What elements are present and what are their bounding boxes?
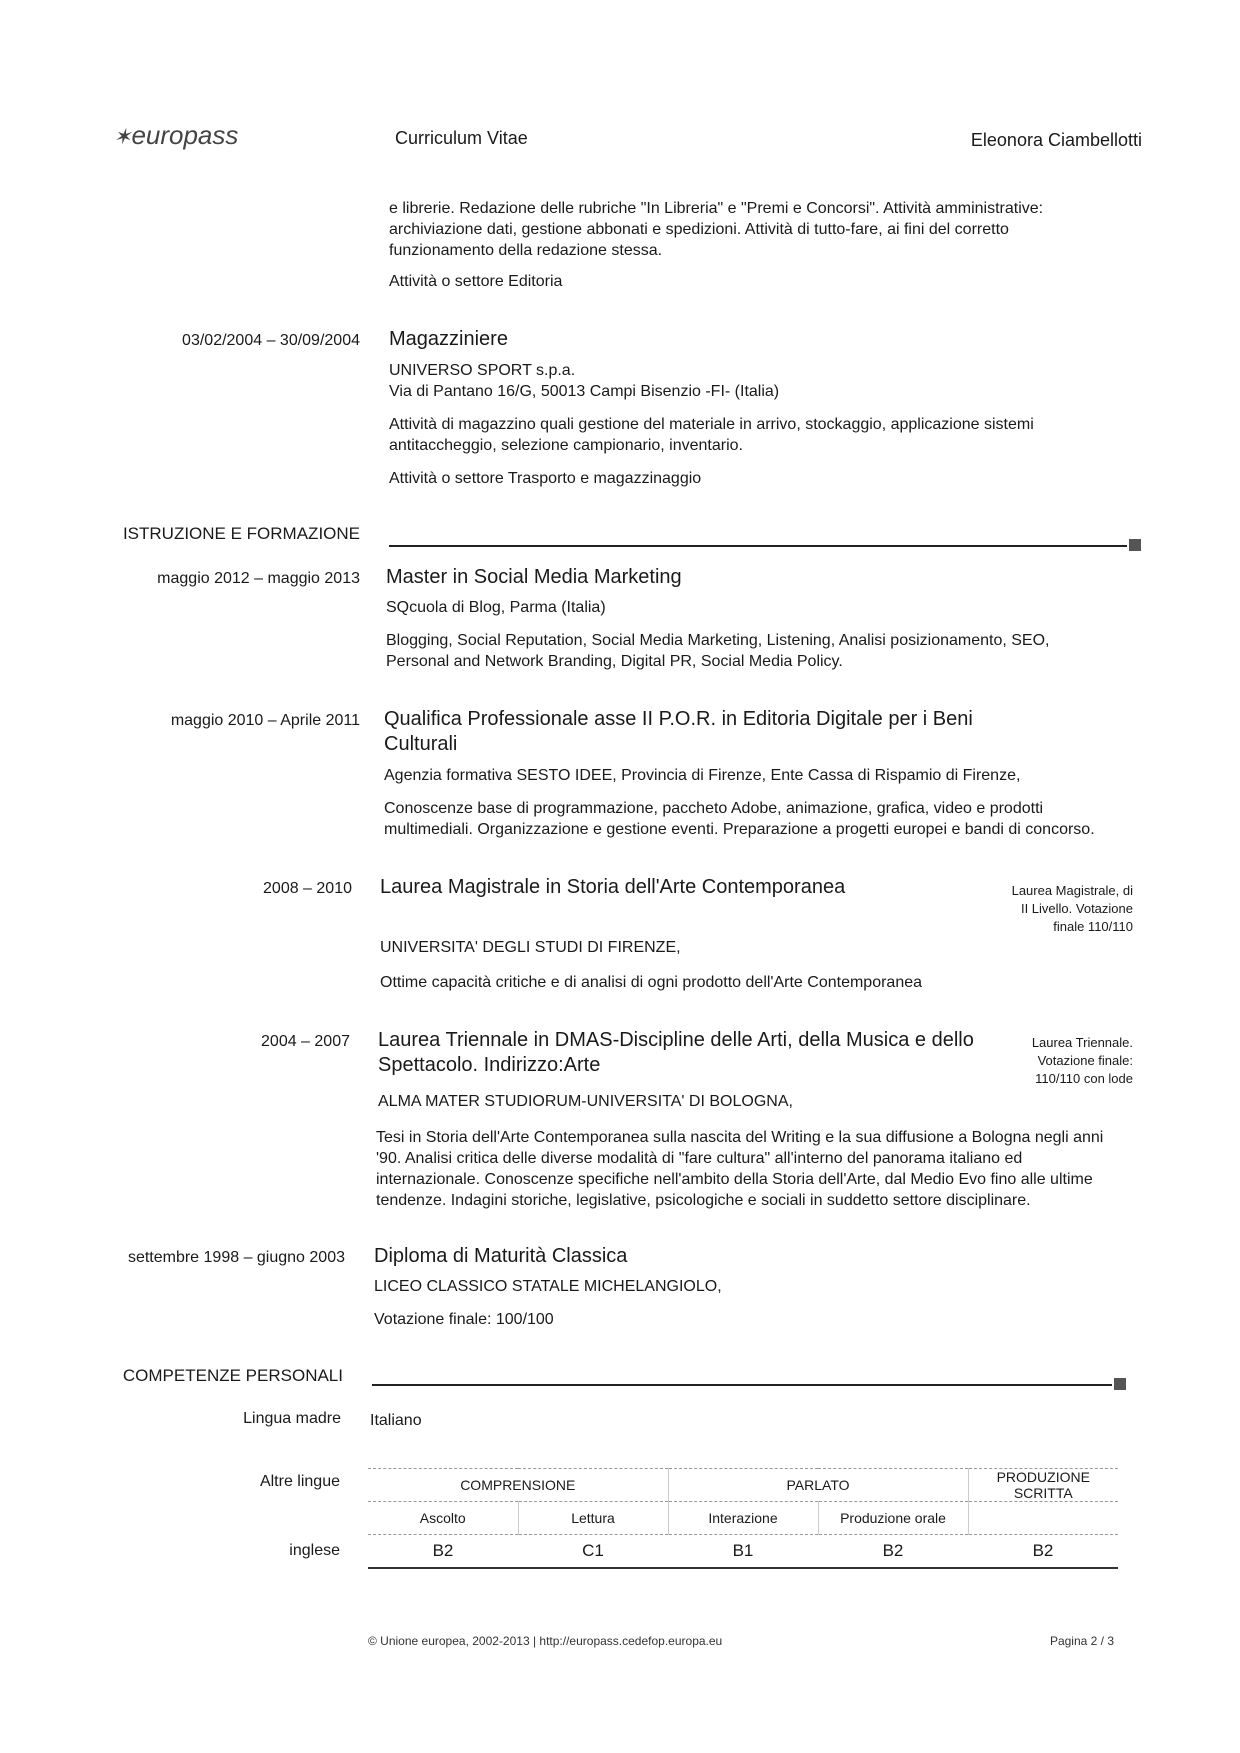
level-production: B2	[818, 1535, 968, 1569]
work-description: Attività di magazzino quali gestione del materiale in arrivo, stockaggio, applicazione sistemi antitaccheggio, selezione campionario, inventario.	[389, 416, 1034, 454]
education-dates: 2008 – 2010	[263, 880, 352, 897]
level-reading: C1	[518, 1535, 668, 1569]
education-description: Blogging, Social Reputation, Social Media Marketing, Listening, Analisi posizionamento, SEO, Personal and Network Branding, Digital PR, Social Media Policy.	[386, 632, 1050, 670]
education-dates: maggio 2012 – maggio 2013	[157, 570, 360, 587]
sub-header: Ascolto	[368, 1502, 518, 1535]
work-title: Magazziniere	[389, 328, 508, 350]
other-languages-label: Altre lingue	[259, 1473, 340, 1490]
level-interaction: B1	[668, 1535, 818, 1569]
section-divider	[372, 1384, 1112, 1386]
work-employer: UNIVERSO SPORT s.p.a.	[389, 362, 576, 379]
person-name: Eleonora Ciambellotti	[970, 130, 1142, 150]
education-note: Laurea Triennale. Votazione finale: 110/110 con lode	[1031, 1035, 1133, 1086]
document-title: Curriculum Vitae	[395, 128, 528, 148]
education-title: Qualifica Professionale asse II P.O.R. in Editoria Digitale per i Beni Culturali	[384, 708, 973, 755]
education-dates: maggio 2010 – Aprile 2011	[170, 712, 360, 729]
work-sector: Attività o settore Trasporto e magazzinaggio	[389, 470, 702, 487]
education-description: Conoscenze base di programmazione, paccheto Adobe, animazione, grafica, video e prodotti multimediali. Organizzazione e gestione eventi. Preparazione a progetti europei e bandi di concorso.	[384, 800, 1095, 838]
education-institution: ALMA MATER STUDIORUM-UNIVERSITA' DI BOLOGNA,	[378, 1093, 793, 1110]
star-figure-icon: ✶	[113, 124, 132, 149]
education-dates: 2004 – 2007	[261, 1033, 350, 1050]
level-listening: B2	[368, 1535, 518, 1569]
sub-header: Interazione	[668, 1502, 818, 1535]
mother-tongue-label: Lingua madre	[243, 1410, 341, 1427]
education-title: Diploma di Maturità Classica	[374, 1245, 628, 1267]
languages-table	[368, 1468, 1118, 1569]
work-dates: 03/02/2004 – 30/09/2004	[182, 332, 360, 349]
sub-header: Produzione orale	[818, 1502, 968, 1535]
education-title: Laurea Magistrale in Storia dell'Arte Contemporanea	[380, 876, 846, 898]
sub-header-empty	[968, 1502, 1118, 1535]
education-dates: settembre 1998 – giugno 2003	[127, 1249, 345, 1266]
page-number: Pagina 2 / 3	[1049, 1634, 1114, 1648]
language-name: inglese	[289, 1542, 340, 1559]
sub-header: Lettura	[518, 1502, 668, 1535]
education-note: Laurea Magistrale, di II Livello. Votazione finale 110/110	[1011, 883, 1133, 934]
education-description: Ottime capacità critiche e di analisi di ogni prodotto dell'Arte Contemporanea	[380, 974, 923, 991]
education-description: Tesi in Storia dell'Arte Contemporanea sulla nascita del Writing e la sua diffusione a Bologna negli anni '90. Analisi critica delle diverse modalità di "fare cultura" all'interno del panorama italiano ed internazionale. Conoscenze specifiche nell'ambito della Storia dell'Arte, dal Medio Evo fino alle ultime tendenze. Indagini storiche, legislative, psicologiche e sociali in suddetto settore disciplinare.	[376, 1129, 1104, 1209]
education-description: Votazione finale: 100/100	[374, 1311, 554, 1328]
section-marker	[1129, 539, 1141, 551]
education-institution: Agenzia formativa SESTO IDEE, Provincia di Firenze, Ente Cassa di Rispamio di Firenze,	[384, 767, 1021, 784]
skills-heading: COMPETENZE PERSONALI	[122, 1366, 343, 1385]
group-header: PRODUZIONE SCRITTA	[968, 1469, 1118, 1502]
education-title: Master in Social Media Marketing	[386, 566, 682, 588]
europass-logo: ✶europass	[113, 120, 239, 150]
mother-tongue-value: Italiano	[370, 1412, 422, 1429]
education-institution: LICEO CLASSICO STATALE MICHELANGIOLO,	[374, 1278, 722, 1295]
level-writing: B2	[968, 1535, 1118, 1569]
education-institution: UNIVERSITA' DEGLI STUDI DI FIRENZE,	[380, 939, 681, 956]
education-institution: SQcuola di Blog, Parma (Italia)	[386, 599, 606, 616]
education-title: Laurea Triennale in DMAS-Discipline delle Arti, della Musica e dello Spettacolo. Indirizzo:Arte	[378, 1029, 974, 1076]
group-header: PARLATO	[668, 1469, 968, 1502]
education-heading: ISTRUZIONE E FORMAZIONE	[122, 524, 360, 543]
section-divider	[389, 545, 1127, 547]
section-marker	[1114, 1378, 1126, 1390]
footer-copyright: © Unione europea, 2002-2013 | http://europass.cedefop.europa.eu	[368, 1634, 723, 1648]
continued-description: e librerie. Redazione delle rubriche "In Libreria" e "Premi e Concorsi". Attività amministrative: archiviazione dati, gestione abbonati e spedizioni. Attività di tutto-fare, ai fini del corretto funzionamento della redazione stessa.	[389, 200, 1044, 259]
continued-sector: Attività o settore Editoria	[389, 273, 563, 290]
group-header: COMPRENSIONE	[368, 1469, 668, 1502]
work-address: Via di Pantano 16/G, 50013 Campi Bisenzio -FI- (Italia)	[389, 383, 780, 400]
